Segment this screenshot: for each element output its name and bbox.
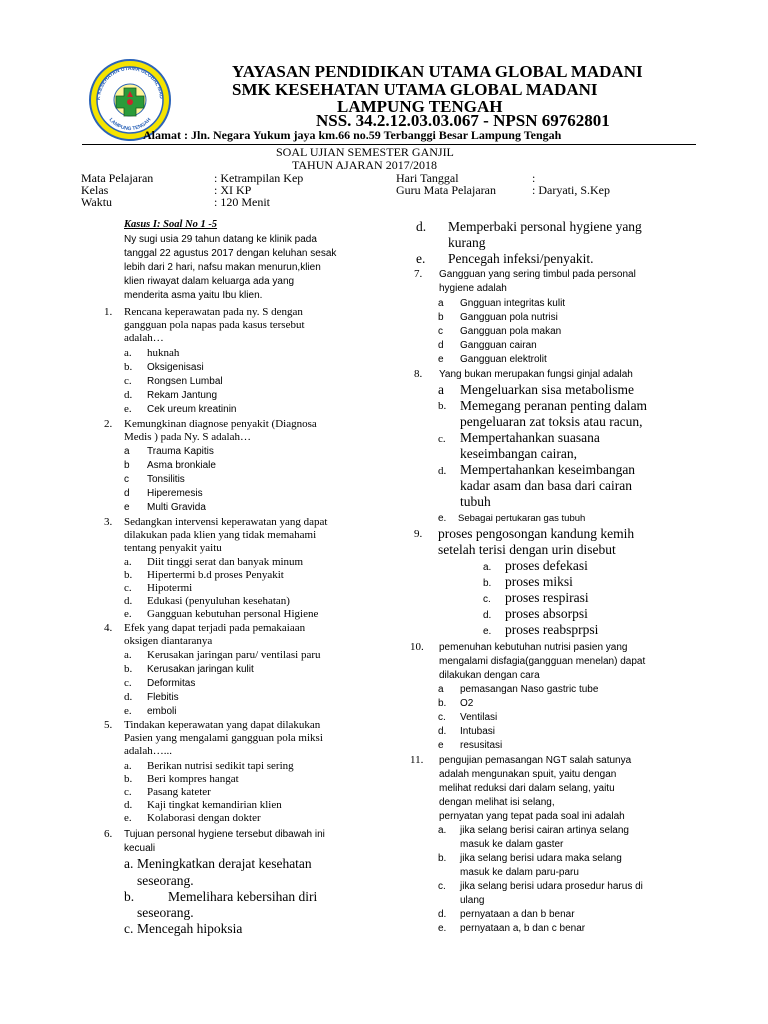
question-text: pernyatan yang tepat pada soal ini adalah xyxy=(439,811,625,822)
case-line: Ny sugi usia 29 tahun datang ke klinik pada xyxy=(124,234,317,245)
option-letter: d xyxy=(124,488,130,499)
option-letter: b. xyxy=(124,889,135,904)
option-letter: b. xyxy=(124,361,133,373)
option-text: proses miksi xyxy=(505,574,573,589)
class-label: Kelas xyxy=(81,183,109,197)
option-text: Mengeluarkan sisa metabolisme xyxy=(460,382,634,397)
option-letter: c. xyxy=(124,786,132,798)
teacher-label: Guru Mata Pelajaran xyxy=(396,183,496,197)
option-letter: e xyxy=(438,354,444,365)
option-text: Mempertahankan keseimbangan xyxy=(460,462,636,477)
option-letter: a xyxy=(124,446,130,457)
option-text: Gngguan integritas kulit xyxy=(460,298,566,309)
option-text: Flebitis xyxy=(147,692,179,703)
option-text: Mempertahankan suasana xyxy=(460,430,600,445)
question-text: Kemungkinan diagnose penyakit (Diagnosa xyxy=(124,418,317,430)
option-letter: c. xyxy=(438,712,446,723)
question-number: 3. xyxy=(104,516,113,528)
option-text: Beri kompres hangat xyxy=(147,773,239,785)
option-letter: e. xyxy=(483,626,492,637)
school-name: SMK KESEHATAN UTAMA GLOBAL MADANI xyxy=(232,80,598,99)
option-text: pernyataan a dan b benar xyxy=(460,909,575,920)
question-text: Rencana keperawatan pada ny. S dengan xyxy=(124,306,303,318)
option-letter: d. xyxy=(124,691,133,703)
option-letter: a xyxy=(438,298,444,309)
option-text: Hipertermi b.d proses Penyakit xyxy=(147,569,284,581)
option-letter: d. xyxy=(124,799,133,811)
option-letter: c. xyxy=(483,594,491,605)
option-text: proses reabsprpsi xyxy=(505,622,599,637)
option-letter: a. xyxy=(124,760,132,772)
case-line: lebih dari 2 hari, nafsu makan menurun,klien xyxy=(124,262,321,273)
option-letter: d xyxy=(438,340,444,351)
option-text: Meningkatkan derajat kesehatan xyxy=(137,856,312,871)
option-text: Tonsilitis xyxy=(147,474,185,485)
question-text: Medis ) pada Ny. S adalah… xyxy=(124,431,251,443)
option-text: proses defekasi xyxy=(505,558,588,573)
option-letter: e. xyxy=(124,403,132,415)
question-text: hygiene adalah xyxy=(439,283,507,294)
case-line: menderita asma yaitu Ibu klien. xyxy=(124,290,263,301)
option-text: Kerusakan jaringan kulit xyxy=(147,664,254,675)
option-text: tubuh xyxy=(460,494,491,509)
option-letter: a. xyxy=(124,856,134,871)
option-text: ulang xyxy=(460,895,485,906)
question-number: 2. xyxy=(104,418,113,430)
subject-value: : Ketrampilan Kep xyxy=(214,171,304,185)
option-letter: d. xyxy=(483,610,492,621)
question-text: proses pengosongan kandung kemih xyxy=(438,526,635,541)
question-number: 5. xyxy=(104,719,113,731)
option-letter: c xyxy=(124,474,129,485)
option-letter: d. xyxy=(416,219,427,234)
question-text: adalah…... xyxy=(124,745,172,757)
question-number: 8. xyxy=(414,368,423,380)
option-text: kadar asam dan basa dari cairan xyxy=(460,478,633,493)
option-letter: b. xyxy=(483,578,492,589)
option-text: Berikan nutrisi sedikit tapi sering xyxy=(147,760,294,772)
case-line: tanggal 22 agustus 2017 dengan keluhan sesak xyxy=(124,248,337,259)
time-value: : 120 Menit xyxy=(214,195,270,209)
option-letter: d. xyxy=(438,726,447,737)
option-letter: e. xyxy=(438,513,447,524)
logo-text-top: K KESEHATAN UTAMA GLOBAL MAD xyxy=(95,65,165,101)
option-letter: a. xyxy=(124,556,132,568)
option-letter: a. xyxy=(124,347,132,359)
question-text: adalah… xyxy=(124,332,164,344)
question-number: 10. xyxy=(410,641,424,653)
date-value: : xyxy=(532,171,536,185)
option-letter: e. xyxy=(124,608,132,620)
option-letter: c. xyxy=(438,881,446,892)
option-text: Pencegah infeksi/penyakit. xyxy=(448,251,594,266)
case-line: klien riwayat dalam keluarga ada yang xyxy=(124,276,295,287)
foundation-name: YAYASAN PENDIDIKAN UTAMA GLOBAL MADANI xyxy=(232,62,643,81)
question-text: dilakukan dengan cara xyxy=(439,670,540,681)
question-number: 7. xyxy=(414,268,423,280)
option-letter: a xyxy=(438,382,444,397)
option-text: jika selang berisi udara prosedur harus di xyxy=(460,881,643,892)
option-letter: c. xyxy=(124,375,132,387)
option-text: resusitasi xyxy=(460,740,503,751)
option-text: Rongsen Lumbal xyxy=(147,376,223,387)
option-text: keseimbangan cairan, xyxy=(460,446,577,461)
option-text: jika selang berisi cairan artinya selang xyxy=(460,825,629,836)
question-text: Pasien yang mengalami gangguan pola miksi xyxy=(124,732,323,744)
option-text: Ventilasi xyxy=(460,712,498,723)
option-text: Hiperemesis xyxy=(147,488,203,499)
question-text: Gangguan yang sering timbul pada personal xyxy=(439,269,636,280)
question-number: 6. xyxy=(104,828,113,840)
option-text: Rekam Jantung xyxy=(147,390,218,401)
option-text: seseorang. xyxy=(137,905,194,920)
question-number: 1. xyxy=(104,306,113,318)
teacher-value: : Daryati, S.Kep xyxy=(532,183,610,197)
option-letter: a xyxy=(438,684,444,695)
subject-label: Mata Pelajaran xyxy=(81,171,154,185)
school-address: Alamat : Jln. Negara Yukum jaya km.66 no.59 Terbanggi Besar Lampung Tengah xyxy=(143,128,562,142)
option-letter: b. xyxy=(438,400,447,412)
option-text: Sebagai pertukaran gas tubuh xyxy=(458,513,586,524)
option-letter: c. xyxy=(124,582,132,594)
question-text: gangguan pola napas pada kasus tersebut xyxy=(124,319,305,331)
option-text: emboli xyxy=(147,706,177,717)
question-text: dengan melihat isi selang, xyxy=(439,797,555,808)
option-letter: e. xyxy=(438,923,447,934)
option-text: O2 xyxy=(460,698,474,709)
option-letter: e xyxy=(438,740,444,751)
option-letter: d. xyxy=(124,389,133,401)
school-region: LAMPUNG TENGAH xyxy=(337,97,503,116)
option-text: Hipotermi xyxy=(147,582,193,594)
option-letter: b. xyxy=(438,853,447,864)
question-text: mengalami disfagia(gangguan menelan) dapat xyxy=(439,656,646,667)
case-title: Kasus I: Soal No 1 -5 xyxy=(124,219,218,230)
option-letter: c. xyxy=(124,677,132,689)
question-text: Yang bukan merupakan fungsi ginjal adalah xyxy=(439,369,633,380)
option-text: Kaji tingkat kemandirian klien xyxy=(147,799,282,811)
question-number: 11. xyxy=(410,754,424,766)
option-text: Intubasi xyxy=(460,726,496,737)
option-text: Kolaborasi dengan dokter xyxy=(147,812,261,824)
option-text: Gangguan pola nutrisi xyxy=(460,312,558,323)
option-text: Memegang peranan penting dalam xyxy=(460,398,648,413)
option-letter: e xyxy=(124,502,130,513)
option-letter: b. xyxy=(124,569,133,581)
question-number: 9. xyxy=(414,528,423,540)
option-text: seseorang. xyxy=(137,873,194,888)
question-text: tentang penyakit yaitu xyxy=(124,542,222,554)
option-text: pemasangan Naso gastric tube xyxy=(460,684,599,695)
option-letter: a. xyxy=(438,825,447,836)
option-letter: e. xyxy=(416,251,426,266)
option-text: kurang xyxy=(448,235,486,250)
option-text: Asma bronkiale xyxy=(147,460,216,471)
question-text: Tujuan personal hygiene tersebut dibawah ini xyxy=(124,829,325,840)
option-text: masuk ke dalam gaster xyxy=(460,839,564,850)
option-text: Gangguan kebutuhan personal Higiene xyxy=(147,608,319,620)
school-nss-npsn: NSS. 34.2.12.03.03.067 - NPSN 69762801 xyxy=(316,111,610,130)
class-value: : XI KP xyxy=(214,183,252,197)
option-letter: b. xyxy=(124,663,133,675)
option-text: Edukasi (penyuluhan kesehatan) xyxy=(147,595,290,607)
option-text: Diit tinggi serat dan banyak minum xyxy=(147,556,304,568)
option-text: Mencegah hipoksia xyxy=(137,921,243,936)
question-text: Tindakan keperawatan yang dapat dilakukan xyxy=(124,719,321,731)
question-text: adalah mengunakan spuit, yaitu dengan xyxy=(439,769,617,780)
option-letter: b. xyxy=(438,698,447,709)
option-letter: b. xyxy=(124,773,133,785)
option-text: Gangguan cairan xyxy=(460,340,537,351)
option-letter: b xyxy=(438,312,444,323)
option-text: Deformitas xyxy=(147,678,196,689)
option-text: Gangguan elektrolit xyxy=(460,354,547,365)
time-label: Waktu xyxy=(81,195,113,209)
option-text: Memperbaki personal hygiene yang xyxy=(448,219,642,234)
question-text: dilakukan pada klien yang tidak memahami xyxy=(124,529,317,541)
option-text: Multi Gravida xyxy=(147,502,206,513)
option-letter: a. xyxy=(483,562,492,573)
option-text: Memelihara kebersihan diri xyxy=(168,889,318,904)
question-text: pengujian pemasangan NGT salah satunya xyxy=(439,755,632,766)
option-letter: c xyxy=(438,326,443,337)
question-text: kecuali xyxy=(124,843,156,854)
question-text: setelah terisi dengan urin disebut xyxy=(438,542,616,557)
option-text: pernyataan a, b dan c benar xyxy=(460,923,586,934)
exam-year: TAHUN AJARAN 2017/2018 xyxy=(292,158,438,172)
date-label: Hari Tanggal xyxy=(396,171,459,185)
option-letter: e. xyxy=(124,812,132,824)
option-text: huknah xyxy=(147,347,180,359)
question-number: 4. xyxy=(104,622,113,634)
logo-text-bottom: LAMPUNG TENGAH xyxy=(107,117,153,133)
option-text: jika selang berisi udara maka selang xyxy=(460,853,622,864)
option-text: masuk ke dalam paru-paru xyxy=(460,867,579,878)
option-letter: a. xyxy=(124,649,132,661)
question-text: Sedangkan intervensi keperawatan yang dapat xyxy=(124,516,328,528)
option-text: Trauma Kapitis xyxy=(147,446,214,457)
option-text: Gangguan pola makan xyxy=(460,326,562,337)
option-letter: e. xyxy=(124,705,132,717)
question-text: Efek yang dapat terjadi pada pemakaiaan xyxy=(124,622,306,634)
exam-title: SOAL UJIAN SEMESTER GANJIL xyxy=(276,145,454,159)
option-text: pengeluaran zat toksis atau racun, xyxy=(460,414,643,429)
option-letter: d. xyxy=(438,909,447,920)
question-text: oksigen diantaranya xyxy=(124,635,213,647)
option-letter: b xyxy=(124,460,130,471)
option-text: Pasang kateter xyxy=(147,786,211,798)
option-text: proses absorpsi xyxy=(505,606,588,621)
option-letter: d. xyxy=(438,465,447,477)
option-text: Cek ureum kreatinin xyxy=(147,404,237,415)
option-letter: d. xyxy=(124,595,133,607)
question-text: melihat reduksi dari dalam selang, yaitu xyxy=(439,783,615,794)
option-text: Oksigenisasi xyxy=(147,362,204,373)
option-text: Kerusakan jaringan paru/ ventilasi paru xyxy=(147,649,321,661)
option-text: proses respirasi xyxy=(505,590,589,605)
option-letter: c. xyxy=(124,921,134,936)
question-text: pemenuhan kebutuhan nutrisi pasien yang xyxy=(439,642,628,653)
option-letter: c. xyxy=(438,433,446,445)
